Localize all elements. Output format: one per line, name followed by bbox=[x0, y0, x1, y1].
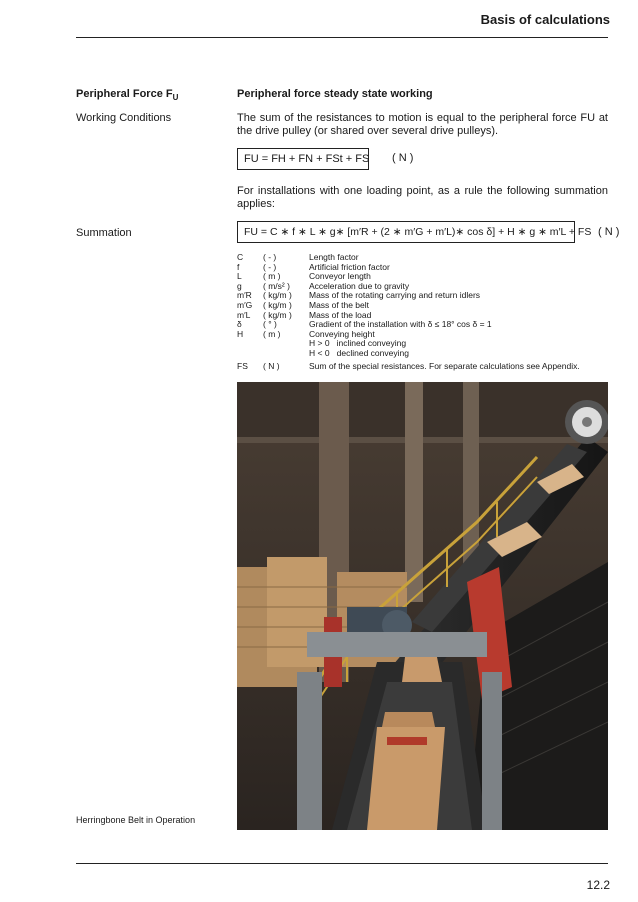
variable-symbol bbox=[237, 349, 263, 359]
variable-description: Conveying height bbox=[309, 328, 375, 339]
page-header-title: Basis of calculations bbox=[480, 12, 610, 27]
variable-symbol: m′L bbox=[237, 309, 251, 320]
variable-description: Acceleration due to gravity bbox=[309, 280, 410, 291]
variable-symbol: δ bbox=[237, 319, 242, 330]
formula-peripheral-force: FU = FH + FN + FSt + FS bbox=[237, 148, 369, 170]
variable-description: Sum of the special resistances. For separate calculations see Appendix. bbox=[309, 360, 580, 371]
variable-description: Gradient of the installation with δ ≤ 18° cos δ = 1 bbox=[309, 319, 492, 330]
variable-symbol: FS bbox=[237, 360, 248, 371]
page-number: 12.2 bbox=[586, 878, 610, 892]
variable-row bbox=[237, 263, 580, 273]
variable-unit: ( - ) bbox=[263, 261, 277, 272]
variable-description: Mass of the belt bbox=[309, 299, 370, 310]
variable-unit: ( ° ) bbox=[263, 319, 277, 330]
variable-legend bbox=[237, 253, 580, 371]
variable-description: Mass of the rotating carrying and return idlers bbox=[309, 290, 481, 301]
side-label-working-conditions: Working Conditions bbox=[76, 112, 172, 124]
formula-summation-unit: ( N ) bbox=[598, 226, 620, 238]
side-heading-subscript: U bbox=[172, 93, 179, 103]
side-heading-text: Peripheral Force F bbox=[76, 88, 173, 100]
variable-symbol: L bbox=[237, 271, 242, 282]
variable-unit: ( N ) bbox=[263, 360, 280, 371]
formula-peripheral-force-unit: ( N ) bbox=[392, 152, 414, 164]
variable-unit: ( kg/m ) bbox=[263, 309, 292, 320]
conveyor-illustration bbox=[237, 382, 608, 830]
header-rule bbox=[76, 37, 608, 38]
variable-unit: ( kg/m ) bbox=[263, 299, 292, 310]
variable-description: H < 0 declined conveying bbox=[309, 347, 409, 358]
variable-row bbox=[237, 330, 580, 340]
variable-symbol: m′R bbox=[237, 290, 252, 301]
variable-description: H > 0 inclined conveying bbox=[309, 338, 407, 349]
variable-symbol bbox=[237, 339, 263, 349]
variable-unit: ( kg/m ) bbox=[263, 290, 292, 301]
variable-unit: ( - ) bbox=[263, 252, 277, 262]
variable-unit: ( m ) bbox=[263, 271, 281, 282]
variable-row bbox=[237, 320, 580, 330]
footer-rule bbox=[76, 863, 608, 864]
side-heading-peripheral-force bbox=[76, 88, 178, 102]
variable-description: Mass of the load bbox=[309, 309, 372, 320]
variable-symbol: f bbox=[237, 261, 240, 272]
side-label-summation: Summation bbox=[76, 227, 132, 239]
formula-summation: FU = C ∗ f ∗ L ∗ g∗ [m′R + (2 ∗ m′G + m′L)∗ cos δ] + H ∗ g ∗ m′L + FS bbox=[237, 221, 575, 243]
variable-symbol: g bbox=[237, 280, 242, 291]
variable-symbol: C bbox=[237, 252, 244, 262]
section-heading: Peripheral force steady state working bbox=[237, 88, 433, 100]
variable-row bbox=[237, 349, 580, 359]
variable-unit bbox=[263, 339, 309, 349]
loading-paragraph: For installations with one loading point, as a rule the following summation applies: bbox=[237, 185, 608, 210]
variable-unit: ( m ) bbox=[263, 328, 281, 339]
variable-row bbox=[237, 253, 580, 263]
variable-unit bbox=[263, 349, 309, 359]
variable-unit: ( m/s² ) bbox=[263, 280, 290, 291]
variable-symbol: H bbox=[237, 328, 244, 339]
variable-symbol: m′G bbox=[237, 299, 253, 310]
variable-description: Conveyor length bbox=[309, 271, 371, 282]
conveyor-photo bbox=[237, 382, 608, 830]
intro-paragraph: The sum of the resistances to motion is equal to the peripheral force FU at the drive pulley (or shared over several drive pulleys). bbox=[237, 112, 608, 137]
variable-description: Length factor bbox=[309, 252, 359, 262]
variable-description: Artificial friction factor bbox=[309, 261, 390, 272]
variable-row bbox=[237, 359, 580, 372]
figure-caption: Herringbone Belt in Operation bbox=[76, 815, 196, 825]
